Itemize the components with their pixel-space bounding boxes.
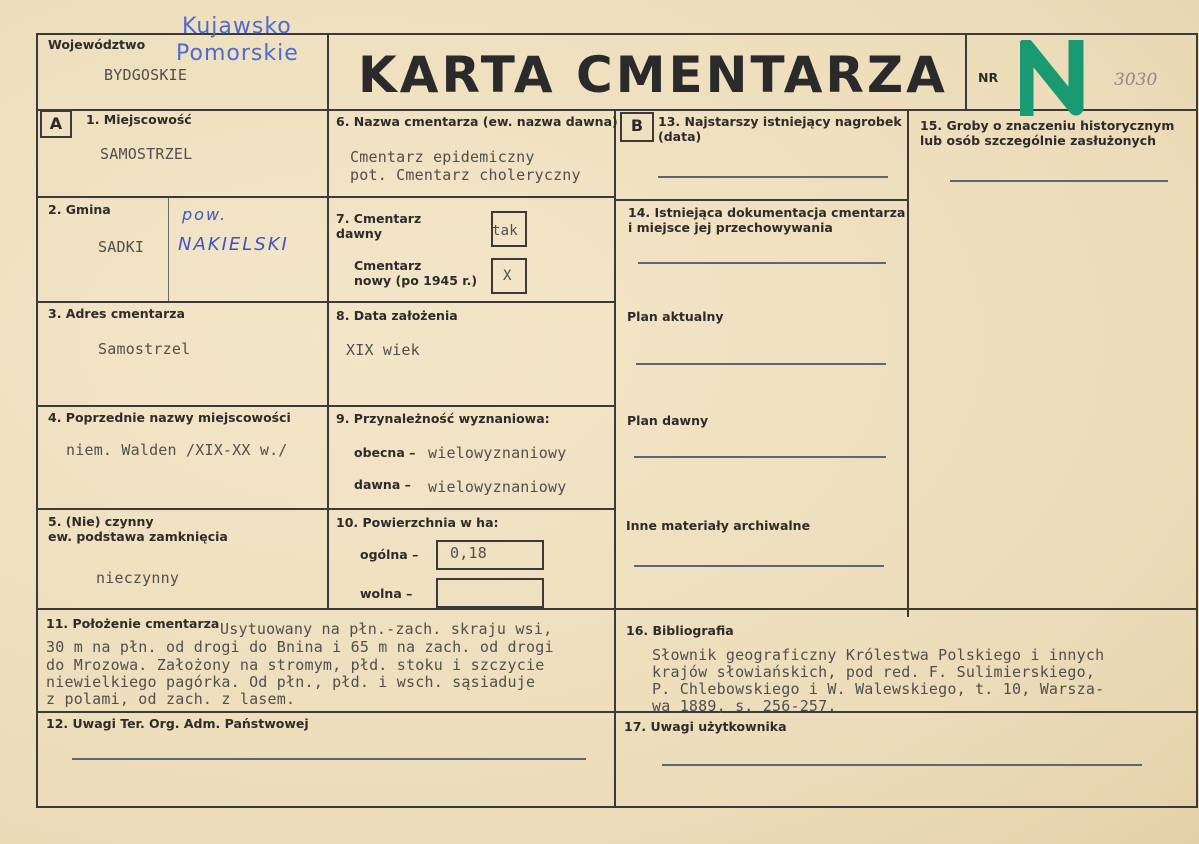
nr-pencil-number: 3030: [1114, 70, 1158, 90]
f2-hand-nakielski: NAKIELSKI: [178, 234, 289, 255]
f11-label: 11. Położenie cmentarza: [46, 616, 220, 631]
f13-label: 13. Najstarszy istniejący nagrobek (data): [658, 114, 902, 144]
f5-label: 5. (Nie) czynny ew. podstawa zamknięcia: [48, 514, 228, 544]
f3-value: Samostrzel: [98, 340, 191, 358]
row-line-4: [36, 508, 616, 510]
f4-value: niem. Walden /XIX-XX w./: [66, 441, 288, 459]
f8-value: XIX wiek: [346, 341, 420, 359]
wojewodztwo-value: BYDGOSKIE: [104, 66, 188, 84]
f7-nowy-value: X: [503, 268, 512, 284]
nr-marker-letter: [1020, 40, 1092, 116]
section-b-box: B: [620, 112, 654, 142]
f9-obecna-value: wielowyznaniowy: [428, 444, 567, 462]
f9-obecna-label: obecna –: [354, 445, 416, 460]
section-a-box: A: [40, 110, 72, 138]
wojewodztwo-label: Województwo: [48, 37, 146, 52]
f11-line-5: z polami, od zach. z lasem.: [46, 690, 296, 708]
col-divider-3: [907, 109, 909, 617]
f11-line-3: do Mrozowa. Założony na stromym, płd. stoku i szczycie: [46, 656, 545, 674]
f11-line-2: 30 m na płn. od drogi do Bnina i 65 m na zach. od drogi: [46, 638, 554, 656]
row-line-6: [36, 711, 1198, 713]
stamp-line-2: Pomorskie: [176, 41, 299, 66]
f16-line-1: Słownik geograficzny Królestwa Polskiego i innych: [652, 646, 1105, 664]
f11-line-4: niewielkiego pagórka. Od płn., płd. i wsch. sąsiaduje: [46, 673, 536, 691]
f5-value: nieczynny: [96, 569, 180, 587]
f17-underline: [662, 764, 1142, 766]
f12-label: 12. Uwagi Ter. Org. Adm. Państwowej: [46, 716, 309, 731]
f15-underline: [950, 180, 1168, 182]
col-divider-2: [614, 109, 616, 808]
nr-divider: [965, 33, 967, 111]
b-row-line: [614, 199, 909, 201]
stamp-line-1: Kujawsko: [182, 14, 292, 39]
f4-label: 4. Poprzednie nazwy miejscowości: [48, 410, 291, 425]
f2-inner-divider: [168, 198, 169, 301]
f10-wolna-box: [436, 578, 544, 608]
frame-bottom: [36, 806, 1198, 808]
inne-materialy-underline: [634, 565, 884, 567]
plan-aktualny-underline: [636, 363, 886, 365]
plan-aktualny-label: Plan aktualny: [627, 309, 724, 324]
f6-value-line-1: Cmentarz epidemiczny: [350, 148, 535, 166]
f7-nowy-label: Cmentarz nowy (po 1945 r.): [354, 258, 478, 288]
f14-underline: [638, 262, 886, 264]
frame-right: [1196, 33, 1198, 808]
plan-dawny-label: Plan dawny: [627, 413, 709, 428]
nr-label: NR: [978, 70, 999, 85]
row-line-2: [36, 301, 616, 303]
f2-hand-pow: pow.: [182, 205, 228, 224]
f13-underline: [658, 176, 888, 178]
plan-dawny-underline: [634, 456, 886, 458]
f16-line-4: wa 1889, s. 256-257.: [652, 697, 837, 715]
f9-dawna-label: dawna –: [354, 477, 411, 492]
f1-value: SAMOSTRZEL: [100, 145, 193, 163]
inne-materialy-label: Inne materiały archiwalne: [626, 518, 811, 533]
frame-left: [36, 33, 38, 808]
row-line-3: [36, 405, 616, 407]
f2-label: 2. Gmina: [48, 202, 111, 217]
col-divider-1: [327, 33, 329, 608]
f15-label: 15. Groby o znaczeniu historycznym lub osób szczególnie zasłużonych: [920, 118, 1175, 148]
f10-ogolna-value: 0,18: [450, 544, 487, 562]
f6-value-line-2: pot. Cmentarz choleryczny: [350, 166, 581, 184]
f1-label: 1. Miejscowość: [86, 112, 192, 127]
f11-line-1: Usytuowany na płn.-zach. skraju wsi,: [220, 620, 553, 638]
row-line-5: [36, 608, 1198, 610]
f14-label: 14. Istniejąca dokumentacja cmentarza i miejsce jej przechowywania: [628, 205, 906, 235]
f9-dawna-value: wielowyznaniowy: [428, 478, 567, 496]
f12-underline: [72, 758, 586, 760]
f17-label: 17. Uwagi użytkownika: [624, 719, 787, 734]
f7-dawny-label: 7. Cmentarz dawny: [336, 211, 422, 241]
f16-label: 16. Bibliografia: [626, 623, 734, 638]
f16-line-3: P. Chlebowskiego i W. Walewskiego, t. 10, Warsza-: [652, 680, 1105, 698]
f16-line-2: krajów słowiańskich, pod red. F. Sulimierskiego,: [652, 663, 1096, 681]
f7-dawny-value: tak: [492, 223, 518, 239]
card-title: KARTA CMENTARZA: [358, 46, 948, 104]
f9-label: 9. Przynależność wyznaniowa:: [336, 411, 550, 426]
f10-wolna-label: wolna –: [360, 586, 413, 601]
f3-label: 3. Adres cmentarza: [48, 306, 185, 321]
f10-label: 10. Powierzchnia w ha:: [336, 515, 499, 530]
f6-label: 6. Nazwa cmentarza (ew. nazwa dawna): [336, 114, 618, 129]
row-line-1: [36, 196, 616, 198]
f10-ogolna-label: ogólna –: [360, 547, 419, 562]
f2-value: SADKI: [98, 238, 145, 256]
f8-label: 8. Data założenia: [336, 308, 458, 323]
